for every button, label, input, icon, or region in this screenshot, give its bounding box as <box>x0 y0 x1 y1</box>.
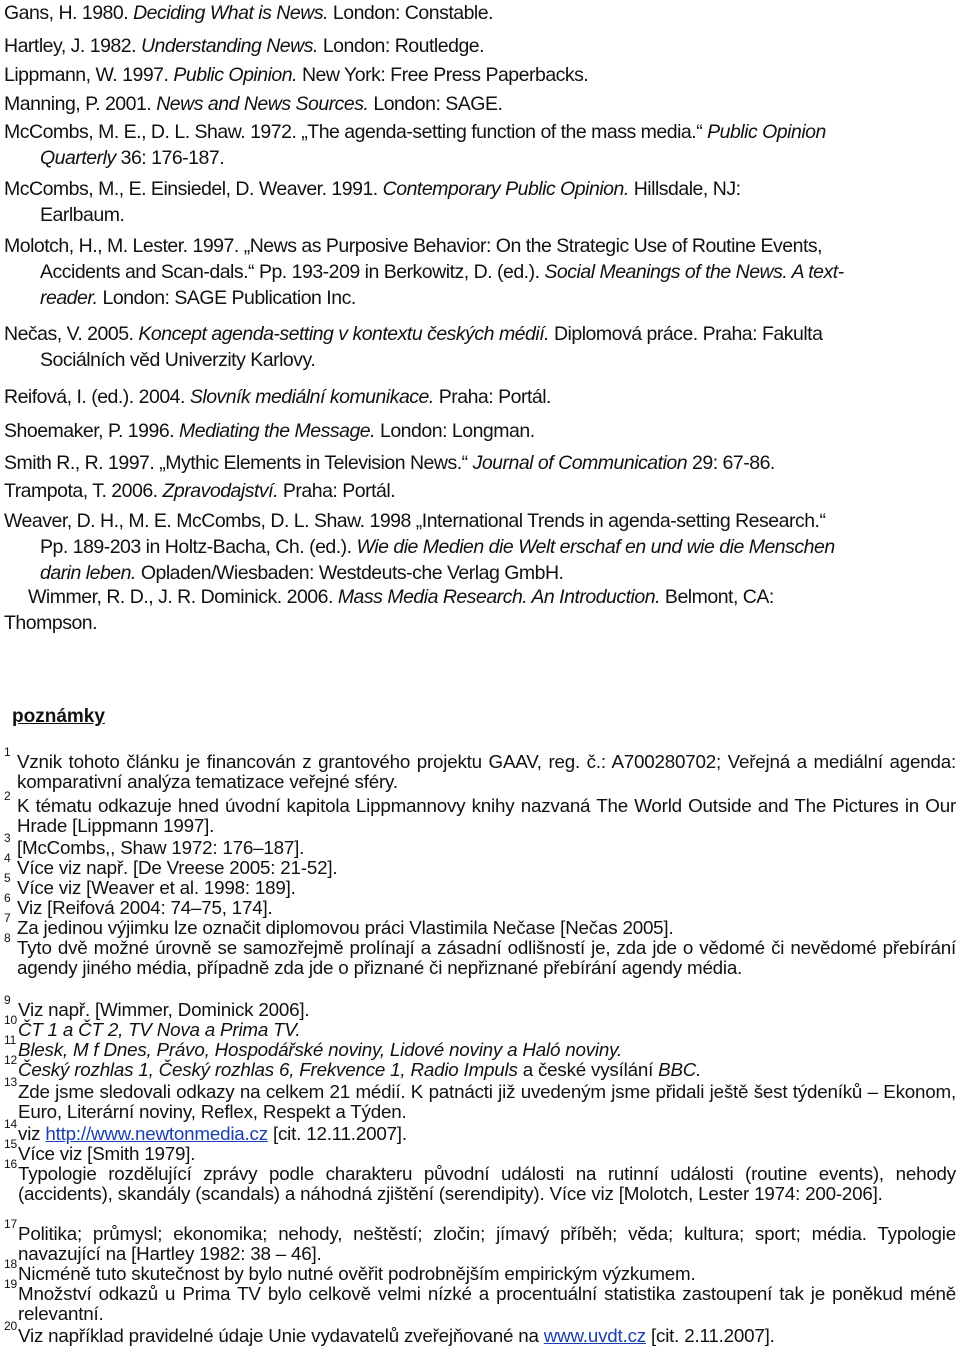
reference-item: Nečas, V. 2005. Koncept agenda-setting v kontextu českých médií. Diplomová práce. Praha: Fakulta Sociálních věd Univerzity Karlovy. <box>4 323 823 371</box>
footnote-item: 11 Blesk, M f Dnes, Právo, Hospodářské noviny, Lidové noviny a Haló noviny. <box>4 1033 622 1060</box>
reference-item: McCombs, M., E. Einsiedel, D. Weaver. 1991. Contemporary Public Opinion. Hillsdale, NJ: Earlbaum. <box>4 178 741 226</box>
notes-heading: poznámky <box>12 706 105 727</box>
reference-item: Manning, P. 2001. News and News Sources. London: SAGE. <box>4 93 503 115</box>
footnote-item: 17 Politika; průmysl; ekonomika; nehody, neštěstí; zločin; jímavý příběh; věda; kultura; sport; média. Typologie navazující na [Hartley 1982: 38 – 46]. <box>4 1217 956 1264</box>
footnote-item: 18 Nicméně tuto skutečnost by bylo nutné ověřit podrobnějším empirickým výzkumem. <box>4 1257 696 1284</box>
footnote-item: 9 Viz např. [Wimmer, Dominick 2006]. <box>4 993 310 1020</box>
footnote-item: 12 Český rozhlas 1, Český rozhlas 6, Frekvence 1, Radio Impuls a české vysílání BBC. <box>4 1053 702 1080</box>
footnote-item: 16 Typologie rozdělující zprávy podle charakteru původní události na rutinní události (routine events), nehody (accidents), skandály (scandals) a náhodná zjištění (serendipity). Více viz [Molotch, Lester 1974: 200-206]. <box>4 1157 956 1204</box>
footnote-item: 6 Viz [Reifová 2004: 74–75, 174]. <box>4 891 273 918</box>
reference-item: Trampota, T. 2006. Zpravodajství. Praha: Portál. <box>4 480 396 502</box>
footnote-item: 20 Viz například pravidelné údaje Unie vydavatelů zveřejňované na www.uvdt.cz [cit. 2.11.2007]. <box>4 1319 775 1346</box>
reference-item: Shoemaker, P. 1996. Mediating the Message. London: Longman. <box>4 420 535 442</box>
reference-item: Molotch, H., M. Lester. 1997. „News as Purposive Behavior: On the Strategic Use of Routine Events, Accidents and Scan-dals.“ Pp. 193-209 in Berkowitz, D. (ed.). Social Meanings of the News. A text- reader. London: SAGE Publication Inc. <box>4 235 844 309</box>
uvdt-link[interactable]: www.uvdt.cz <box>543 1325 646 1346</box>
reference-item: Reifová, I. (ed.). 2004. Slovník mediální komunikace. Praha: Portál. <box>4 386 551 408</box>
newtonmedia-link[interactable]: http://www.newtonmedia.cz <box>45 1123 268 1144</box>
footnote-item: 1 Vznik tohoto článku je financován z grantového projektu GAAV, reg. č.: A700280702; Veřejná a mediální agenda: komparativní analýza tematizace veřejné sféry. <box>4 745 956 792</box>
footnote-item: 19 Množství odkazů u Prima TV bylo celkově velmi nízké a procentuální statistika zastoupení tak je poněkud méně relevantní. <box>4 1277 956 1324</box>
footnote-item: 7 Za jedinou výjimku lze označit diplomovou práci Vlastimila Nečase [Nečas 2005]. <box>4 911 674 938</box>
footnote-item: 15 Více viz [Smith 1979]. <box>4 1137 196 1164</box>
reference-item: Hartley, J. 1982. Understanding News. London: Routledge. <box>4 35 485 57</box>
footnote-item: 2 K tématu odkazuje hned úvodní kapitola Lippmannovy knihy nazvaná The World Outside and The Pictures in Our Hrade [Lippmann 1997]. <box>4 789 956 836</box>
reference-item: Lippmann, W. 1997. Public Opinion. New York: Free Press Paperbacks. <box>4 64 589 86</box>
footnote-item: 13 Zde jsme sledovali odkazy na celkem 21 médií. K patnácti již uvedeným jsme přidali ještě šest týdeníků – Ekonom, Euro, Literární noviny, Reflex, Respekt a Týden. <box>4 1075 956 1122</box>
footnote-item: 14 viz http://www.newtonmedia.cz [cit. 12.11.2007]. <box>4 1117 407 1144</box>
footnote-item: 8 Tyto dvě možné úrovně se samozřejmě prolínají a zásadní odlišností je, zda jde o vědomé či nevědomé přebírání agendy jiného média, případně zda jde o přiznané či nepřiznané přebírání agendy média. <box>4 931 956 978</box>
reference-item: Weaver, D. H., M. E. McCombs, D. L. Shaw. 1998 „International Trends in agenda-setting Research.“ Pp. 189-203 in Holtz-Bacha, Ch. (ed.). Wie die Medien die Welt erschaf en und wie die Menschen darin leben. Opladen/Wiesbaden: Westdeuts-che Verlag GmbH. <box>4 510 835 584</box>
reference-item: Smith R., R. 1997. „Mythic Elements in Television News.“ Journal of Communication 29: 67-86. <box>4 452 775 474</box>
footnote-item: 4 Více viz např. [De Vreese 2005: 21-52]. <box>4 851 338 878</box>
reference-item: McCombs, M. E., D. L. Shaw. 1972. „The agenda-setting function of the mass media.“ Public Opinion Quarterly 36: 176-187. <box>4 121 826 169</box>
reference-item: Wimmer, R. D., J. R. Dominick. 2006. Mass Media Research. An Introduction. Belmont, CA: Thompson. <box>4 586 774 634</box>
footnote-item: 3 [McCombs,, Shaw 1972: 176–187]. <box>4 831 305 858</box>
reference-item: Gans, H. 1980. Deciding What is News. London: Constable. <box>4 2 494 24</box>
footnote-item: 10 ČT 1 a ČT 2, TV Nova a Prima TV. <box>4 1013 301 1040</box>
footnote-item: 5 Více viz [Weaver et al. 1998: 189]. <box>4 871 296 898</box>
